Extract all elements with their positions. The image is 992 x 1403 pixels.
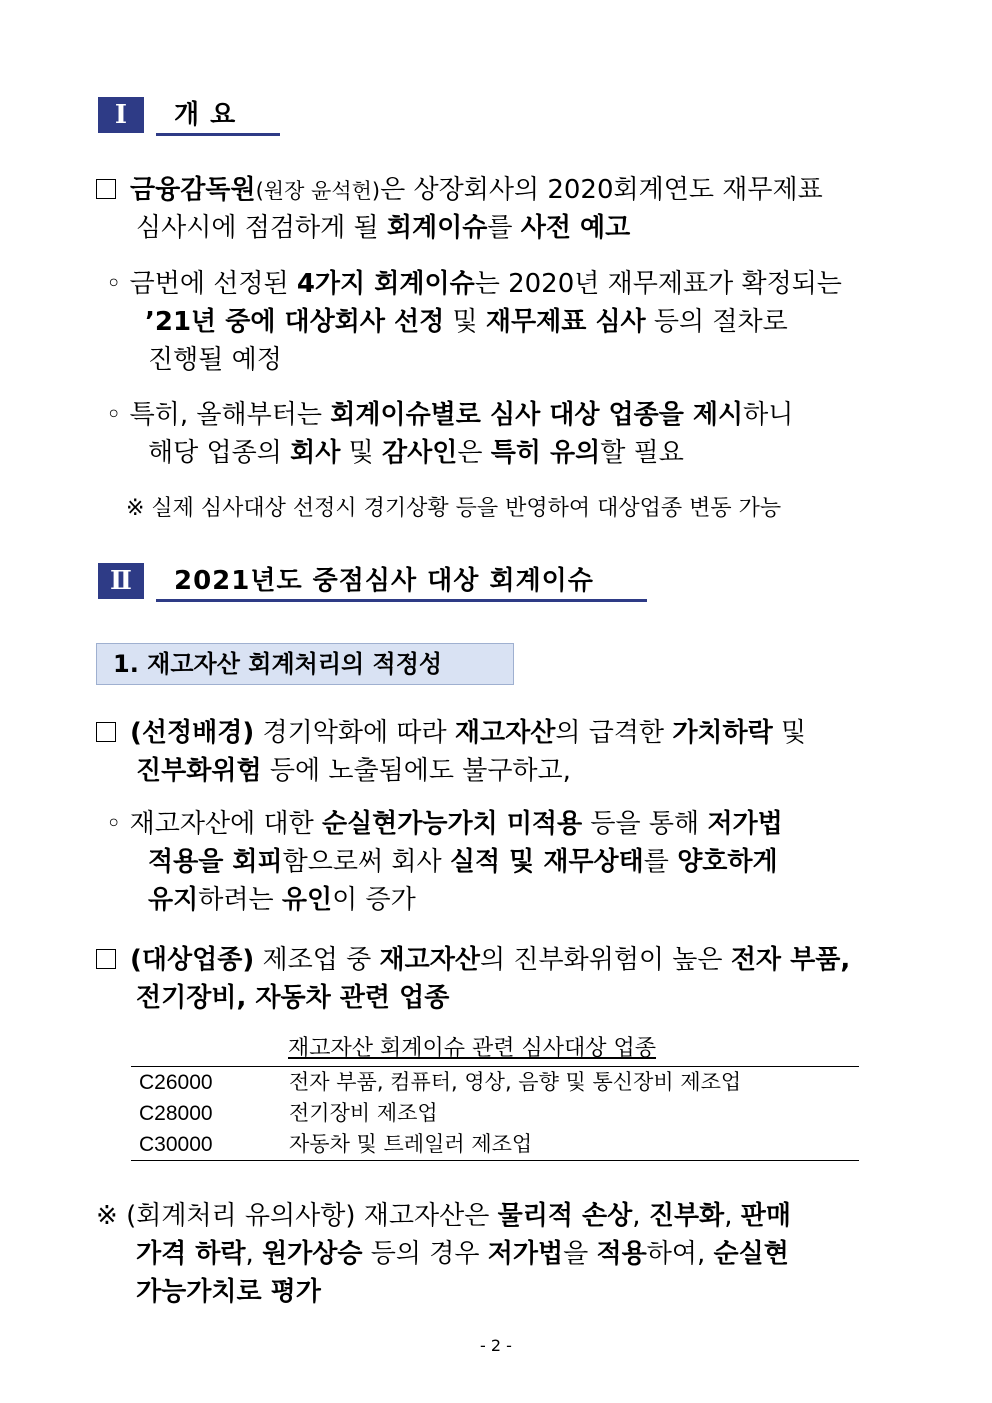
table-row (131, 1129, 859, 1160)
paragraph-line (148, 881, 416, 919)
bold-text: 저가법 (707, 809, 783, 839)
text-segment: 하여, (646, 1239, 714, 1269)
bold-text: 재고자산 (379, 945, 480, 975)
text-segment: 할 필요 (600, 438, 684, 468)
bold-text: 저가법 (487, 1239, 564, 1269)
industry-code: C26000 (139, 1071, 213, 1094)
text-segment: , (632, 1201, 649, 1231)
industry-name: 전기장비 제조업 (289, 1101, 438, 1125)
text-segment: 진행될 예정 (148, 345, 282, 375)
bold-text: 사전 예고 (520, 213, 631, 243)
bold-text: 가격 하락 (136, 1239, 246, 1269)
text-segment: 를 (643, 847, 678, 877)
square-bullet-icon (96, 179, 116, 199)
paragraph-line (136, 979, 449, 1017)
text-segment: 이 증가 (332, 885, 416, 915)
bold-text: 판매 (740, 1201, 791, 1231)
paragraph-line (148, 843, 778, 881)
industry-code: C28000 (139, 1102, 213, 1125)
table-caption: 재고자산 회계이슈 관련 심사대상 업종 (288, 1036, 657, 1061)
paragraph-line (136, 1273, 321, 1311)
text-segment: 등의 절차로 (645, 307, 788, 337)
bold-text: 원가상승 (262, 1239, 363, 1269)
text-segment: 등의 경우 (362, 1239, 488, 1269)
text-segment: (회계처리 유의사항) 재고자산은 (126, 1201, 498, 1231)
text-segment: 하려는 (198, 885, 282, 915)
circle-bullet-icon: ◦ (106, 809, 122, 839)
table-row (131, 1067, 859, 1098)
paragraph-line (106, 396, 793, 434)
paragraph-line (136, 209, 630, 247)
paragraph-line (106, 805, 783, 843)
bold-text: 순실현가능가치 미적용 (321, 809, 583, 839)
text-segment: 및 (444, 307, 486, 337)
paragraph-line (96, 171, 823, 210)
bold-text: 물리적 손상 (497, 1201, 633, 1231)
bold-text: 순실현 (713, 1239, 789, 1269)
circle-bullet-icon: ◦ (106, 269, 122, 299)
text-segment: 을 (563, 1239, 597, 1269)
text-segment: , (245, 1239, 263, 1269)
industry-table (131, 1066, 859, 1161)
bold-text: 전기장비, 자동차 관련 업종 (136, 983, 450, 1013)
paragraph-line (96, 714, 806, 752)
bold-text: 회계이슈별로 심사 대상 업종을 제시 (330, 400, 744, 430)
text-segment: 금번에 선정된 (129, 269, 297, 299)
industry-code: C30000 (139, 1133, 213, 1156)
bold-text: 적용을 회피 (148, 847, 283, 877)
text-segment: , (724, 1201, 741, 1231)
paragraph-line (96, 1197, 791, 1235)
bold-text: 적용 (596, 1239, 647, 1269)
bold-text: (대상업종) (130, 945, 255, 975)
text-segment: 의 급격한 (555, 718, 673, 748)
section-title: 2021년도 중점심사 대상 회계이슈 (156, 563, 647, 602)
paragraph-line (136, 1235, 789, 1273)
bold-text: 특히 유의 (490, 438, 601, 468)
bold-text: 유지 (148, 885, 199, 915)
bold-text: 재고자산 (454, 718, 556, 748)
paragraph-line (145, 303, 788, 341)
text-segment: 재고자산에 대한 (129, 809, 322, 839)
text-segment: 및 (772, 718, 807, 748)
bold-text: (선정배경) (130, 718, 255, 748)
text-segment: 은 상장회사의 2020회계연도 재무제표 (380, 175, 823, 205)
bold-text: 실적 및 재무상태 (449, 847, 644, 877)
text-segment: 해당 업종의 (148, 438, 291, 468)
text-segment: (원장 윤석헌) (255, 179, 381, 203)
subsection-title: 1. 재고자산 회계처리의 적정성 (96, 643, 514, 685)
text-segment: 등에 노출됨에도 불구하고, (261, 756, 571, 786)
paragraph-line (148, 434, 684, 472)
bold-text: 양호하게 (677, 847, 778, 877)
text-segment: 특히, 올해부터는 (129, 400, 331, 430)
text-segment: 의 진부화위험이 높은 (479, 945, 731, 975)
section-number-badge: Ⅰ (98, 97, 144, 133)
bold-text: 재무제표 심사 (485, 307, 646, 337)
text-segment: 함으로써 회사 (282, 847, 450, 877)
text-segment: 하니 (743, 400, 794, 430)
bold-text: 유인 (281, 885, 333, 915)
section-number-badge: Ⅱ (98, 563, 144, 599)
text-segment: 및 (340, 438, 383, 468)
bold-text: 전자 부품, (730, 945, 851, 975)
bold-text: 금융감독원 (130, 175, 256, 205)
bold-text: 감사인 (382, 438, 458, 468)
bold-text: 회사 (290, 438, 341, 468)
circle-bullet-icon: ◦ (106, 400, 122, 430)
bold-text: 가치하락 (672, 718, 773, 748)
square-bullet-icon (96, 949, 116, 969)
industry-name: 자동차 및 트레일러 제조업 (289, 1132, 533, 1156)
square-bullet-icon (96, 722, 116, 742)
table-row (131, 1098, 859, 1129)
reference-mark-icon: ※ (96, 1201, 118, 1231)
text-segment: 는 2020년 재무제표가 확정되는 (474, 269, 842, 299)
text-segment: 심사시에 점검하게 될 (136, 213, 387, 243)
bold-text: 가능가치로 평가 (136, 1277, 321, 1307)
section-title: 개 요 (156, 97, 280, 136)
bold-text: ’21년 중에 대상회사 선정 (145, 307, 445, 337)
industry-name: 전자 부품, 컴퓨터, 영상, 음향 및 통신장비 제조업 (289, 1070, 742, 1094)
text-segment: 은 (457, 438, 491, 468)
note-text: ※ 실제 심사대상 선정시 경기상황 등을 반영하여 대상업종 변동 가능 (126, 496, 782, 521)
paragraph-line (96, 941, 850, 979)
paragraph-line (106, 265, 842, 303)
page-number: - 2 - (480, 1336, 512, 1355)
text-segment: 를 (487, 213, 521, 243)
bold-text: 4가지 회계이슈 (296, 269, 475, 299)
paragraph-line (148, 341, 282, 379)
bold-text: 진부화 (648, 1201, 725, 1231)
text-segment: 경기악화에 따라 (254, 718, 455, 748)
paragraph-line (136, 752, 571, 790)
text-segment: 등을 통해 (582, 809, 708, 839)
bold-text: 진부화위험 (136, 756, 262, 786)
bold-text: 회계이슈 (386, 213, 488, 243)
text-segment: 제조업 중 (254, 945, 380, 975)
